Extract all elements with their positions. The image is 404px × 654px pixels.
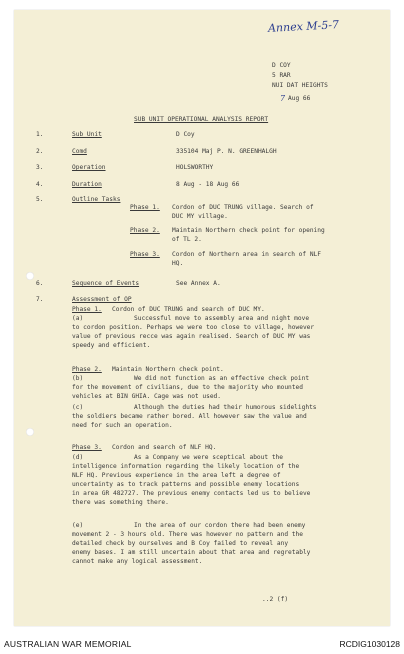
item-label-sub-unit: Sub Unit [72,131,102,138]
item-label-outline-tasks: Outline Tasks [72,196,121,203]
task-phase-1-line-2: DUC MY village. [172,213,228,220]
task-phase-1-line-1: Cordon of DUC TRUNG village. Search of [172,204,314,211]
item-number-5: 5. [36,196,44,203]
item-number-1: 1. [36,131,44,138]
item-number-2: 2. [36,148,44,155]
punch-hole-top [26,272,34,280]
task-phase-2-label: Phase 2. [130,227,160,234]
item-number-4: 4. [36,181,44,188]
paragraph-c-line-1: Although the duties had their humorous sidelights [134,404,317,411]
paragraph-e-line-1: In the area of our cordon there had been enemy [134,522,306,529]
paragraph-a-line-2: to cordon position. Perhaps we were too close to village, however [72,324,315,331]
paragraph-a-line-3: value of previous recce was again realised. Search of DUC MY was [72,333,311,340]
item-value-sub-unit: D Coy [176,131,195,138]
paragraph-a-line-4: speedy and efficient. [72,342,151,349]
assessment-phase-3-label: Phase 3. [72,444,102,451]
header-unit: D COY [272,62,291,69]
item-value-comd: 335104 Maj P. N. GREENHALGH [176,148,277,155]
paragraph-e-line-4: enemy bases. I am still uncertain about that area and regretably [72,549,311,556]
task-phase-3-label: Phase 3. [130,251,160,258]
footer-institution: AUSTRALIAN WAR MEMORIAL [4,639,132,649]
header-date-handwritten: 7 [280,94,286,103]
paragraph-d-mark: (d) [72,454,84,461]
archive-footer [0,634,404,654]
paragraph-c-line-2: the soldiers became rather bored. All however saw the value and [72,413,307,420]
header-location: NUI DAT HEIGHTS [272,82,328,89]
paragraph-b-line-3: vehicles at BIN GHIA. Cage was not used. [72,393,222,400]
task-phase-2-line-1: Maintain Northern check point for opening [172,227,325,234]
paragraph-d-line-5: in area GR 482727. The previous enemy contacts led us to believe [72,490,311,497]
task-phase-3-line-1: Cordon of Northern area in search of NLF [172,251,322,258]
page-continuation: ..2 (f) [262,596,289,603]
paragraph-a-line-1: Successful move to assembly area and night move [134,315,310,322]
item-number-3: 3. [36,164,44,171]
item-number-6: 6. [36,280,44,287]
task-phase-2-line-2: of TL 2. [172,236,202,243]
paragraph-c-mark: (c) [72,404,84,411]
assessment-phase-1-label: Phase 1. [72,306,102,313]
punch-hole-bottom [26,428,34,436]
paragraph-c-line-3: need for such an operation. [72,422,173,429]
item-label-sequence-of-events: Sequence of Events [72,280,140,287]
paragraph-d-line-3: NLF HQ. Previous experience in the area left a degree of [72,472,281,479]
paragraph-b-line-1: We did not function as an effective check point [134,375,310,382]
item-label-operation: Operation [72,164,106,171]
task-phase-3-line-2: HQ. [172,260,184,267]
item-label-duration: Duration [72,181,102,188]
paragraph-d-line-2: intelligence information regarding the likely location of the [72,463,300,470]
item-value-sequence-of-events: See Annex A. [176,280,221,287]
item-label-assessment: Assessment of OP [72,296,132,303]
task-phase-1-label: Phase 1. [130,204,160,211]
paragraph-d-line-4: uncertainty as to track patterns and possible enemy locations [72,481,300,488]
assessment-phase-1-title: Cordon of DUC TRUNG and search of DUC MY. [112,306,265,313]
assessment-phase-2-label: Phase 2. [72,366,102,373]
paragraph-b-line-2: for the movement of civilians, due to the majority who mounted [72,384,303,391]
item-number-7: 7. [36,296,44,303]
header-battalion: 5 RAR [272,72,291,79]
paragraph-d-line-6: there was something there. [72,499,169,506]
item-value-duration: 8 Aug - 18 Aug 66 [176,181,240,188]
assessment-phase-3-title: Cordon and search of NLF HQ. [112,444,217,451]
assessment-phase-2-title: Maintain Northern check point. [112,366,224,373]
paragraph-d-line-1: As a Company we were sceptical about the [134,454,284,461]
footer-record-id: RCDIG1030128 [339,639,400,649]
paragraph-e-line-3: detailed check by ourselves and B Coy failed to reveal any [72,540,289,547]
header-date: Aug 66 [288,95,311,102]
paragraph-e-line-2: movement 2 - 3 hours old. There was however no pattern and the [72,531,303,538]
annex-handwritten-note: Annex M-5-7 [267,18,340,35]
paragraph-e-line-5: cannot make any logical assessment. [72,558,203,565]
report-title: SUB UNIT OPERATIONAL ANALYSIS REPORT [134,116,269,123]
paragraph-e-mark: (e) [72,522,84,529]
item-label-comd: Comd [72,148,87,155]
paragraph-b-mark: (b) [72,375,84,382]
item-value-operation: HOLSWORTHY [176,164,214,171]
paragraph-a-mark: (a) [72,315,84,322]
